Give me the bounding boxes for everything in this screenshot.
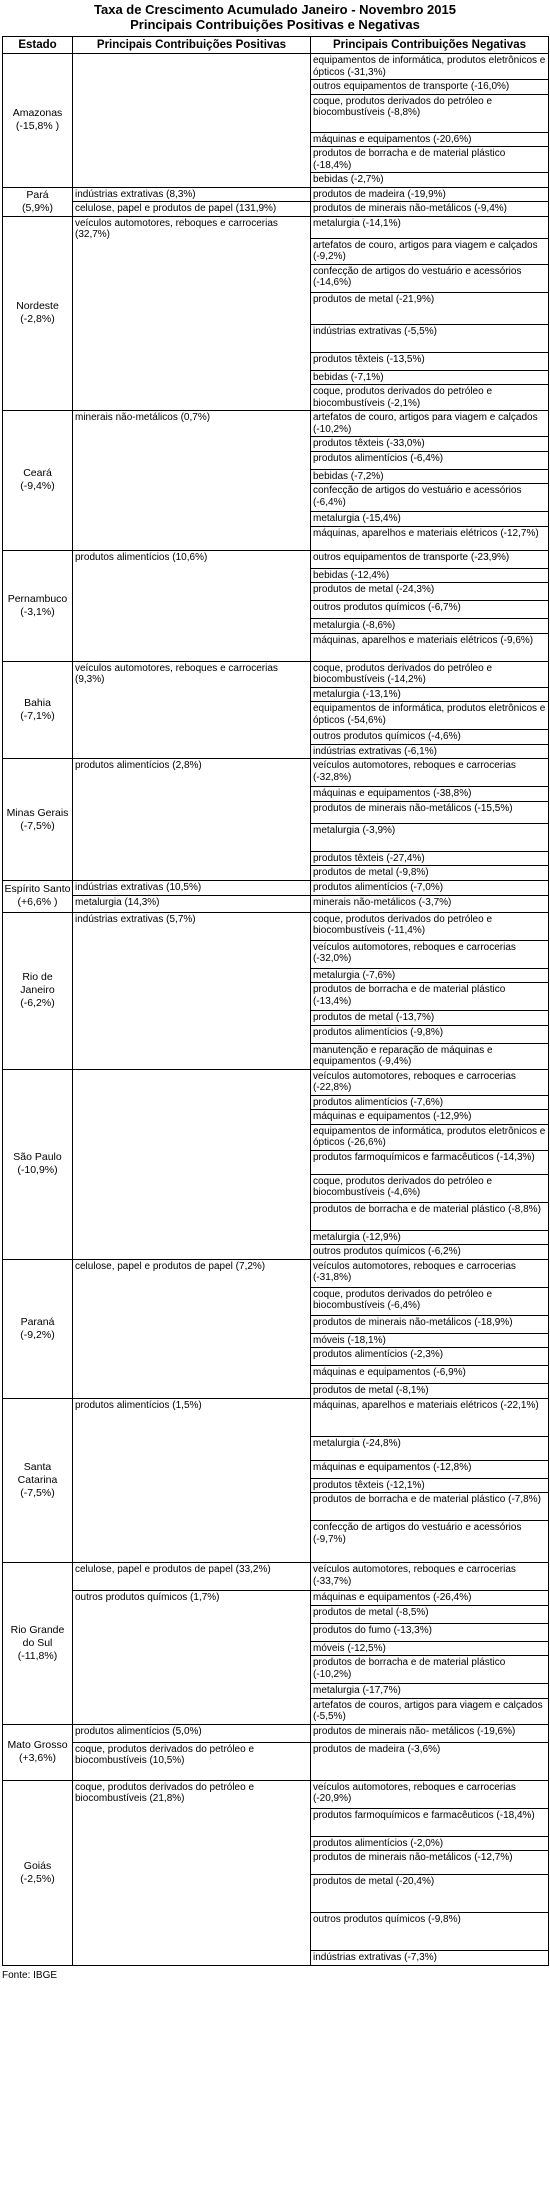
negative-contribution: outros produtos químicos (-6,7%) — [311, 601, 549, 619]
negative-contribution: metalurgia (-3,9%) — [311, 823, 549, 851]
header-row — [3, 37, 549, 54]
table-subtitle: Principais Contribuições Positivas e Negativas — [130, 17, 420, 32]
negative-contribution: máquinas, aparelhos e materiais elétricos (-9,6%) — [311, 633, 549, 661]
negative-contribution: produtos de borracha e de material plástico (-10,2%) — [311, 1656, 549, 1684]
positive-contribution: produtos alimentícios (2,8%) — [73, 759, 311, 881]
negative-contribution: coque, produtos derivados do petróleo e biocombustíveis (-2,1%) — [311, 385, 549, 411]
table-row — [3, 1563, 549, 1591]
positive-contribution: celulose, papel e produtos de papel (131,9%) — [73, 202, 311, 217]
header-positive: Principais Contribuições Positivas — [73, 37, 311, 54]
table-row — [3, 1069, 549, 1095]
negative-contribution: coque, produtos derivados do petróleo e biocombustíveis (-14,2%) — [311, 661, 549, 687]
positive-contribution: indústrias extrativas (5,7%) — [73, 912, 311, 1069]
negative-contribution: móveis (-18,1%) — [311, 1333, 549, 1348]
negative-contribution: produtos de borracha e de material plástico (-7,8%) — [311, 1493, 549, 1521]
negative-contribution: metalurgia (-15,4%) — [311, 512, 549, 527]
negative-contribution: artefatos de couro, artigos para viagem e calçados (-9,2%) — [311, 238, 549, 264]
positive-contribution-empty — [73, 54, 311, 188]
negative-contribution: produtos de minerais não-metálicos (-12,7%) — [311, 1851, 549, 1875]
negative-contribution: veículos automotores, reboques e carrocerias (-20,9%) — [311, 1780, 549, 1808]
negative-contribution: outros equipamentos de transporte (-23,9%) — [311, 550, 549, 568]
negative-contribution: móveis (-12,5%) — [311, 1641, 549, 1656]
negative-contribution: produtos de metal (-24,3%) — [311, 583, 549, 601]
state-cell: Espírito Santo (+6,6% ) — [3, 881, 73, 913]
negative-contribution: coque, produtos derivados do petróleo e biocombustíveis (-6,4%) — [311, 1287, 549, 1315]
negative-contribution: outros produtos químicos (-6,2%) — [311, 1245, 549, 1260]
positive-contribution: produtos alimentícios (10,6%) — [73, 550, 311, 661]
negative-contribution: coque, produtos derivados do petróleo e biocombustíveis (-8,8%) — [311, 94, 549, 132]
negative-contribution: produtos de metal (-8,5%) — [311, 1605, 549, 1623]
negative-contribution: produtos de minerais não- metálicos (-19,6%) — [311, 1724, 549, 1742]
negative-contribution: produtos de borracha e de material plástico (-18,4%) — [311, 147, 549, 173]
negative-contribution: outros equipamentos de transporte (-16,0%) — [311, 80, 549, 95]
negative-contribution: máquinas e equipamentos (-12,8%) — [311, 1460, 549, 1478]
table-row — [3, 54, 549, 80]
negative-contribution: máquinas e equipamentos (-26,4%) — [311, 1591, 549, 1606]
table-row — [3, 187, 549, 202]
table-row — [3, 912, 549, 940]
state-cell: Pernambuco (-3,1%) — [3, 550, 73, 661]
header-estado: Estado — [3, 37, 73, 54]
positive-contribution: produtos alimentícios (1,5%) — [73, 1398, 311, 1563]
negative-contribution: equipamentos de informática, produtos eletrônicos e ópticos (-26,6%) — [311, 1124, 549, 1150]
negative-contribution: veículos automotores, reboques e carrocerias (-31,8%) — [311, 1259, 549, 1287]
negative-contribution: produtos de borracha e de material plástico (-8,8%) — [311, 1202, 549, 1230]
negative-contribution: confecção de artigos do vestuário e acessórios (-9,7%) — [311, 1521, 549, 1563]
negative-contribution: bebidas (-7,2%) — [311, 469, 549, 484]
negative-contribution: metalurgia (-8,6%) — [311, 619, 549, 634]
table-row — [3, 1780, 549, 1808]
negative-contribution: indústrias extrativas (-5,5%) — [311, 324, 549, 352]
table-row — [3, 1724, 549, 1742]
negative-contribution: minerais não-metálicos (-3,7%) — [311, 895, 549, 912]
table-row — [3, 1742, 549, 1780]
table-row — [3, 202, 549, 217]
state-cell: Ceará (-9,4%) — [3, 411, 73, 551]
negative-contribution: produtos de madeira (-19,9%) — [311, 187, 549, 202]
table-row — [3, 216, 549, 238]
positive-contribution: indústrias extrativas (8,3%) — [73, 187, 311, 202]
negative-contribution: metalurgia (-7,6%) — [311, 968, 549, 983]
negative-contribution: artefatos de couro, artigos para viagem e calçados (-10,2%) — [311, 411, 549, 437]
negative-contribution: veículos automotores, reboques e carrocerias (-32,0%) — [311, 940, 549, 968]
negative-contribution: produtos farmoquímicos e farmacêuticos (-18,4%) — [311, 1808, 549, 1836]
negative-contribution: produtos têxteis (-13,5%) — [311, 352, 549, 370]
positive-contribution: produtos alimentícios (5,0%) — [73, 1724, 311, 1742]
negative-contribution: outros produtos químicos (-9,8%) — [311, 1913, 549, 1951]
negative-contribution: veículos automotores, reboques e carrocerias (-32,8%) — [311, 759, 549, 787]
negative-contribution: veículos automotores, reboques e carrocerias (-33,7%) — [311, 1563, 549, 1591]
negative-contribution: máquinas e equipamentos (-6,9%) — [311, 1366, 549, 1384]
state-cell: São Paulo (-10,9%) — [3, 1069, 73, 1259]
table-row — [3, 661, 549, 687]
positive-contribution: veículos automotores, reboques e carrocerias (9,3%) — [73, 661, 311, 759]
negative-contribution: máquinas e equipamentos (-20,6%) — [311, 132, 549, 147]
negative-contribution: bebidas (-12,4%) — [311, 568, 549, 583]
positive-contribution: minerais não-metálicos (0,7%) — [73, 411, 311, 551]
negative-contribution: produtos de madeira (-3,6%) — [311, 1742, 549, 1780]
state-cell: Rio Grande do Sul (-11,8%) — [3, 1563, 73, 1725]
table-row — [3, 411, 549, 437]
negative-contribution: indústrias extrativas (-6,1%) — [311, 744, 549, 759]
state-cell: Bahia (-7,1%) — [3, 661, 73, 759]
negative-contribution: metalurgia (-13,1%) — [311, 687, 549, 702]
negative-contribution: produtos alimentícios (-7,6%) — [311, 1095, 549, 1110]
table-row — [3, 1591, 549, 1606]
negative-contribution: confecção de artigos do vestuário e acessórios (-14,6%) — [311, 264, 549, 292]
positive-contribution: celulose, papel e produtos de papel (33,2%) — [73, 1563, 311, 1591]
negative-contribution: metalurgia (-24,8%) — [311, 1436, 549, 1460]
header-negative: Principais Contribuições Negativas — [311, 37, 549, 54]
state-cell: Paraná (-9,2%) — [3, 1259, 73, 1398]
negative-contribution: máquinas e equipamentos (-12,9%) — [311, 1110, 549, 1125]
negative-contribution: indústrias extrativas (-7,3%) — [311, 1951, 549, 1966]
positive-contribution: coque, produtos derivados do petróleo e biocombustíveis (21,8%) — [73, 1780, 311, 1965]
negative-contribution: produtos de metal (-21,9%) — [311, 292, 549, 324]
table-row — [3, 881, 549, 896]
negative-contribution: artefatos de couros, artigos para viagem e calçados (-5,5%) — [311, 1698, 549, 1724]
state-cell: Goiás (-2,5%) — [3, 1780, 73, 1965]
negative-contribution: produtos de metal (-8,1%) — [311, 1384, 549, 1399]
negative-contribution: produtos alimentícios (-2,0%) — [311, 1836, 549, 1851]
source-note: Fonte: IBGE — [2, 1969, 58, 1981]
negative-contribution: produtos do fumo (-13,3%) — [311, 1623, 549, 1641]
negative-contribution: metalurgia (-14,1%) — [311, 216, 549, 238]
negative-contribution: metalurgia (-12,9%) — [311, 1230, 549, 1245]
negative-contribution: metalurgia (-17,7%) — [311, 1684, 549, 1699]
state-cell: Santa Catarina (-7,5%) — [3, 1398, 73, 1563]
negative-contribution: produtos de metal (-9,8%) — [311, 866, 549, 881]
table-row — [3, 1259, 549, 1287]
state-cell: Minas Gerais (-7,5%) — [3, 759, 73, 881]
positive-contribution: celulose, papel e produtos de papel (7,2%) — [73, 1259, 311, 1398]
positive-contribution: indústrias extrativas (10,5%) — [73, 881, 311, 896]
negative-contribution: confecção de artigos do vestuário e acessórios (-6,4%) — [311, 484, 549, 512]
positive-contribution: veículos automotores, reboques e carrocerias (32,7%) — [73, 216, 311, 411]
negative-contribution: manutenção e reparação de máquinas e equipamentos (-9,4%) — [311, 1043, 549, 1069]
contributions-table — [2, 36, 549, 1966]
table-row — [3, 550, 549, 568]
negative-contribution: produtos alimentícios (-2,3%) — [311, 1348, 549, 1366]
negative-contribution: equipamentos de informática, produtos eletrônicos e ópticos (-31,3%) — [311, 54, 549, 80]
state-cell: Rio de Janeiro (-6,2%) — [3, 912, 73, 1069]
state-cell: Mato Grosso (+3,6%) — [3, 1724, 73, 1780]
table-row — [3, 895, 549, 912]
negative-contribution: produtos de minerais não-metálicos (-9,4%) — [311, 202, 549, 217]
table-row — [3, 1398, 549, 1436]
state-cell: Amazonas (-15,8% ) — [3, 54, 73, 188]
negative-contribution: bebidas (-7,1%) — [311, 370, 549, 385]
negative-contribution: produtos de borracha e de material plástico (-13,4%) — [311, 983, 549, 1011]
positive-contribution: metalurgia (14,3%) — [73, 895, 311, 912]
negative-contribution: veículos automotores, reboques e carrocerias (-22,8%) — [311, 1069, 549, 1095]
negative-contribution: coque, produtos derivados do petróleo e biocombustíveis (-11,4%) — [311, 912, 549, 940]
negative-contribution: máquinas, aparelhos e materiais elétricos (-22,1%) — [311, 1398, 549, 1436]
negative-contribution: produtos têxteis (-12,1%) — [311, 1478, 549, 1493]
negative-contribution: produtos de minerais não-metálicos (-15,5%) — [311, 801, 549, 823]
negative-contribution: produtos de metal (-20,4%) — [311, 1875, 549, 1913]
negative-contribution: produtos têxteis (-33,0%) — [311, 437, 549, 452]
state-cell: Nordeste (-2,8%) — [3, 216, 73, 411]
negative-contribution: coque, produtos derivados do petróleo e biocombustíveis (-4,6%) — [311, 1174, 549, 1202]
negative-contribution: produtos alimentícios (-9,8%) — [311, 1025, 549, 1043]
state-cell: Pará (5,9%) — [3, 187, 73, 216]
negative-contribution: produtos de minerais não-metálicos (-18,9%) — [311, 1315, 549, 1333]
negative-contribution: bebidas (-2,7%) — [311, 173, 549, 188]
negative-contribution: produtos farmoquímicos e farmacêuticos (-14,3%) — [311, 1150, 549, 1174]
negative-contribution: máquinas e equipamentos (-38,8%) — [311, 787, 549, 802]
negative-contribution: equipamentos de informática, produtos eletrônicos e ópticos (-54,6%) — [311, 702, 549, 730]
negative-contribution: produtos alimentícios (-6,4%) — [311, 451, 549, 469]
negative-contribution: produtos de metal (-13,7%) — [311, 1011, 549, 1026]
positive-contribution: coque, produtos derivados do petróleo e biocombustíveis (10,5%) — [73, 1742, 311, 1780]
table-title: Taxa de Crescimento Acumulado Janeiro - Novembro 2015 — [94, 2, 456, 17]
negative-contribution: outros produtos químicos (-4,6%) — [311, 730, 549, 745]
positive-contribution — [73, 1069, 311, 1259]
negative-contribution: máquinas, aparelhos e materiais elétricos (-12,7%) — [311, 526, 549, 550]
table-body — [3, 54, 549, 1966]
negative-contribution: produtos têxteis (-27,4%) — [311, 851, 549, 866]
positive-contribution: outros produtos químicos (1,7%) — [73, 1591, 311, 1725]
table-row — [3, 759, 549, 787]
negative-contribution: produtos alimentícios (-7,0%) — [311, 881, 549, 896]
